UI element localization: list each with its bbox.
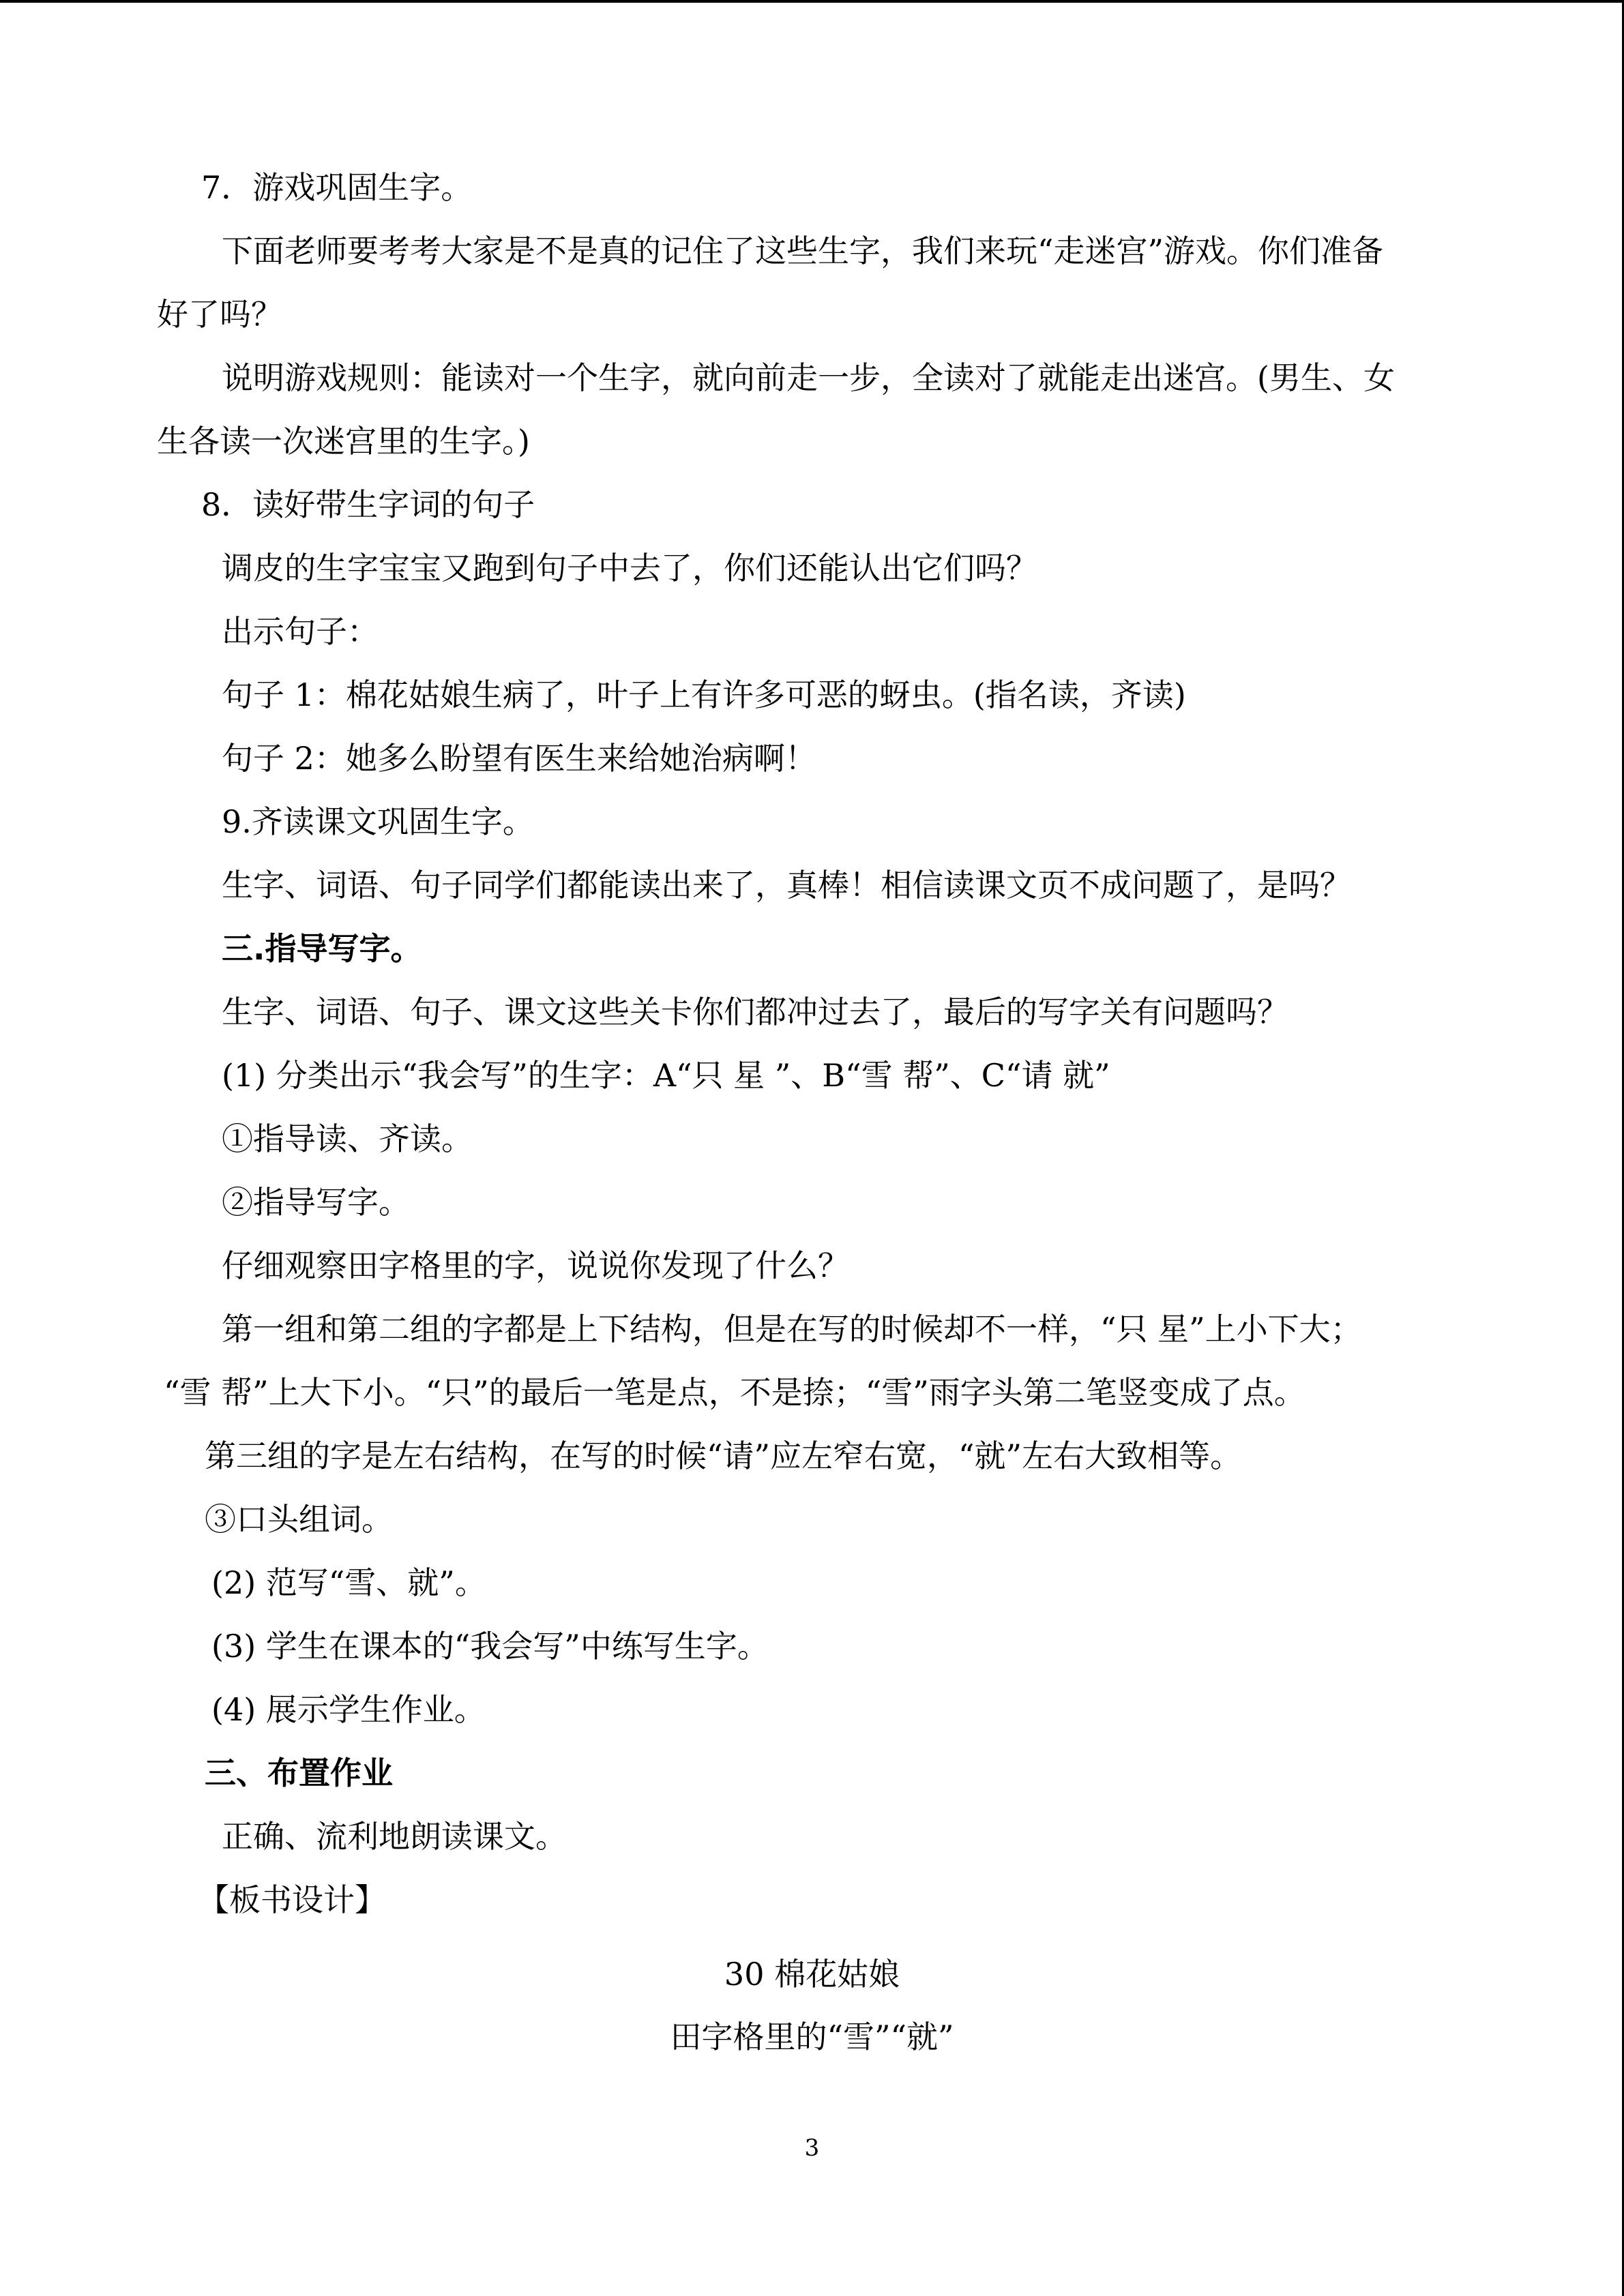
section-heading-writing: 三.指导写字。 bbox=[222, 930, 422, 967]
board-design-heading: 【板书设计】 bbox=[198, 1881, 386, 1918]
paragraph-line: 仔细观察田字格里的字，说说你发现了什么？ bbox=[222, 1247, 849, 1284]
paragraph-line: 正确、流利地朗读课文。 bbox=[222, 1818, 567, 1855]
heading-step-8: 8．读好带生字词的句子 bbox=[201, 486, 535, 523]
list-item: ③口头组词。 bbox=[205, 1501, 393, 1538]
paragraph-line: 生字、词语、句子、课文这些关卡你们都冲过去了，最后的写字关有问题吗？ bbox=[222, 994, 1288, 1030]
sentence-1: 句子 1：棉花姑娘生病了，叶子上有许多可恶的蚜虫。(指名读，齐读) bbox=[222, 676, 1186, 713]
board-subtitle: 田字格里的“雪”“就” bbox=[670, 2018, 954, 2055]
section-heading-homework: 三、布置作业 bbox=[205, 1755, 393, 1791]
paragraph-line: 第三组的字是左右结构，在写的时候“请”应左窄右宽，“就”左右大致相等。 bbox=[205, 1437, 1242, 1474]
heading-step-9: 9.齐读课文巩固生字。 bbox=[222, 803, 534, 840]
paragraph-line: 生各读一次迷宫里的生字。) bbox=[157, 423, 530, 460]
paragraph-line: 第一组和第二组的字都是上下结构，但是在写的时候却不一样，“只 星”上小下大； bbox=[222, 1311, 1362, 1347]
paragraph-line: 下面老师要考考大家是不是真的记住了这些生字，我们来玩“走迷宫”游戏。你们准备 bbox=[222, 233, 1384, 269]
paragraph-line: “雪 帮”上大下小。“只”的最后一笔是点，不是捺；“雪”雨字头第二笔竖变成了点。 bbox=[164, 1374, 1305, 1411]
paragraph-line: 好了吗？ bbox=[157, 296, 282, 333]
page-number: 3 bbox=[804, 2134, 820, 2162]
board-title: 30 棉花姑娘 bbox=[724, 1956, 900, 1993]
list-item: (3) 学生在课本的“我会写”中练写生字。 bbox=[211, 1628, 769, 1665]
list-item: ②指导写字。 bbox=[222, 1184, 410, 1221]
paragraph-line: 说明游戏规则：能读对一个生字，就向前走一步，全读对了就能走出迷宫。(男生、女 bbox=[222, 359, 1395, 396]
heading-step-7: 7．游戏巩固生字。 bbox=[201, 169, 473, 206]
paragraph-line: 出示句子： bbox=[222, 613, 379, 650]
list-item: ①指导读、齐读。 bbox=[222, 1120, 473, 1157]
sentence-2: 句子 2：她多么盼望有医生来给她治病啊！ bbox=[222, 740, 816, 777]
list-item: (4) 展示学生作业。 bbox=[211, 1691, 486, 1728]
list-item: (2) 范写“雪、就”。 bbox=[211, 1564, 486, 1601]
page-top-border bbox=[0, 0, 1624, 3]
paragraph-line: 生字、词语、句子同学们都能读出来了，真棒！相信读课文页不成问题了，是吗？ bbox=[222, 867, 1351, 904]
paragraph-line: 调皮的生字宝宝又跑到句子中去了，你们还能认出它们吗？ bbox=[222, 550, 1037, 586]
list-item: (1) 分类出示“我会写”的生字：A“只 星 ”、B“雪 帮”、C“请 就” bbox=[222, 1057, 1110, 1094]
